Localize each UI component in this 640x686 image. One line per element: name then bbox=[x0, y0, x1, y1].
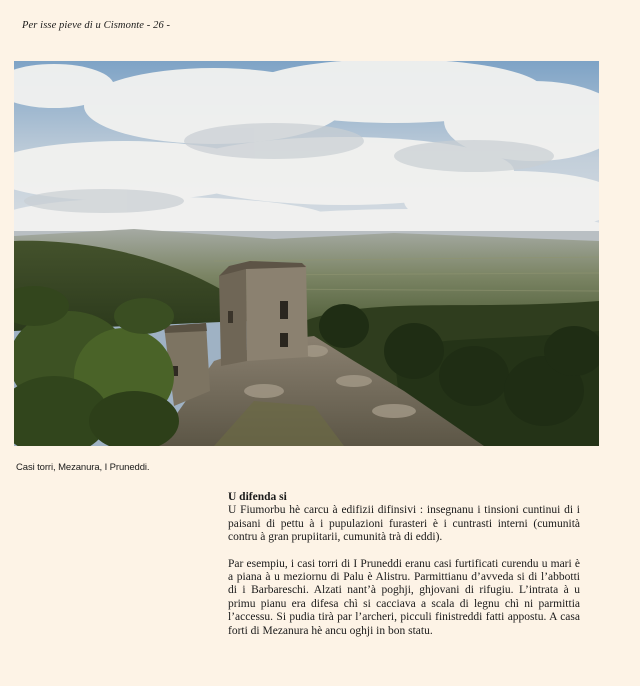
article-paragraph: U Fiumorbu hè carcu à edifizii difinsivi : insegnanu i tinsioni cuntinui di i paisani di pettu à i pupulazioni furasteri è i cuntrasti interni (cumunità contru à gran prupiitarii, cumunità trà di eddi). bbox=[228, 504, 580, 544]
article-heading: U difenda si bbox=[228, 491, 287, 503]
landscape-photo bbox=[14, 61, 599, 446]
photo-caption: Casi torri, Mezanura, I Pruneddi. bbox=[16, 462, 150, 473]
running-header: Per isse pieve di u Cismonte - 26 - bbox=[22, 20, 171, 31]
article bbox=[228, 491, 580, 638]
article-paragraph: Par esempiu, i casi torri di I Pruneddi eranu casi furtificati curendu u mari è a piana à u meziornu di Palu è Alistru. Parmittianu d’avveda si di l’abbotti di i Barbareschi. Alzati nant’à poghji, ghjovani di rifugiu. L’intrata à u primu pianu era difesa chì si cacciava a scala di legnu chì ni parmittia l’accessu. Si pudia tirà par l’archeri, picculi finistreddi fatti appostu. A casa forti di Mezanura hè ancu oghji in bon statu. bbox=[228, 557, 580, 637]
tower bbox=[219, 261, 308, 366]
tower-ruins-photo bbox=[14, 61, 599, 446]
